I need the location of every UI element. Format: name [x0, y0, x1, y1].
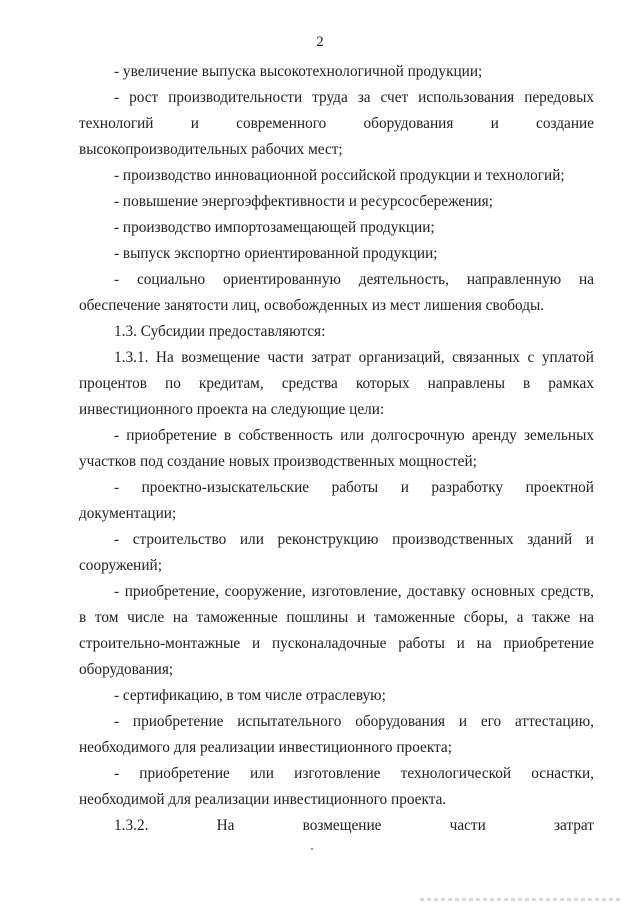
scan-artifact-line — [420, 898, 620, 901]
list-item: - повышение энергоэффективности и ресурсосбережения; — [114, 193, 493, 210]
list-item: - приобретение испытательного оборудования и его аттестацию, необходимого для реализации инвестиционного проекта; — [79, 713, 594, 756]
list-item: - выпуск экспортно ориентированной продукции; — [114, 245, 438, 262]
list-item: - приобретение, сооружение, изготовление, доставку основных средств, в том числе на таможенные пошлины и таможенные сборы, а также на строительно-монтажные и пусконаладочные работы и на приобретение оборудования; — [79, 583, 594, 678]
list-item: - социально ориентированную деятельность, направленную на обеспечение занятости лиц, освобожденных из мест лишения свободы. — [79, 271, 594, 314]
list-item: - рост производительности труда за счет использования передовых технологий и современного оборудования и создание высокопроизводительных рабочих мест; — [79, 89, 594, 158]
page-number: 2 — [316, 34, 324, 50]
subsection-paragraph: 1.3.1. На возмещение части затрат организаций, связанных с уплатой процентов по кредитам, средства которых направлены в рамках инвестиционного проекта на следующие цели: — [79, 349, 594, 418]
list-item: - приобретение в собственность или долгосрочную аренду земельных участков под создание новых производственных мощностей; — [79, 427, 594, 470]
list-item: - строительство или реконструкцию производственных зданий и сооружений; — [79, 531, 594, 574]
list-item: - производство импортозамещающей продукции; — [114, 219, 435, 236]
section-heading: 1.3. Субсидии предоставляются: — [114, 323, 326, 340]
subsection-paragraph: 1.3.2. На возмещение части затрат — [114, 817, 594, 834]
list-item: - производство инновационной российской продукции и технологий; — [114, 167, 565, 184]
scan-speck — [311, 848, 313, 850]
list-item: - приобретение или изготовление технологической оснастки, необходимой для реализации инвестиционного проекта. — [79, 765, 594, 808]
list-item: - сертификацию, в том числе отраслевую; — [114, 687, 386, 704]
list-item: - увеличение выпуска высокотехнологичной продукции; — [114, 63, 483, 80]
document-body — [79, 59, 594, 839]
list-item: - проектно-изыскательские работы и разработку проектной документации; — [79, 479, 594, 522]
